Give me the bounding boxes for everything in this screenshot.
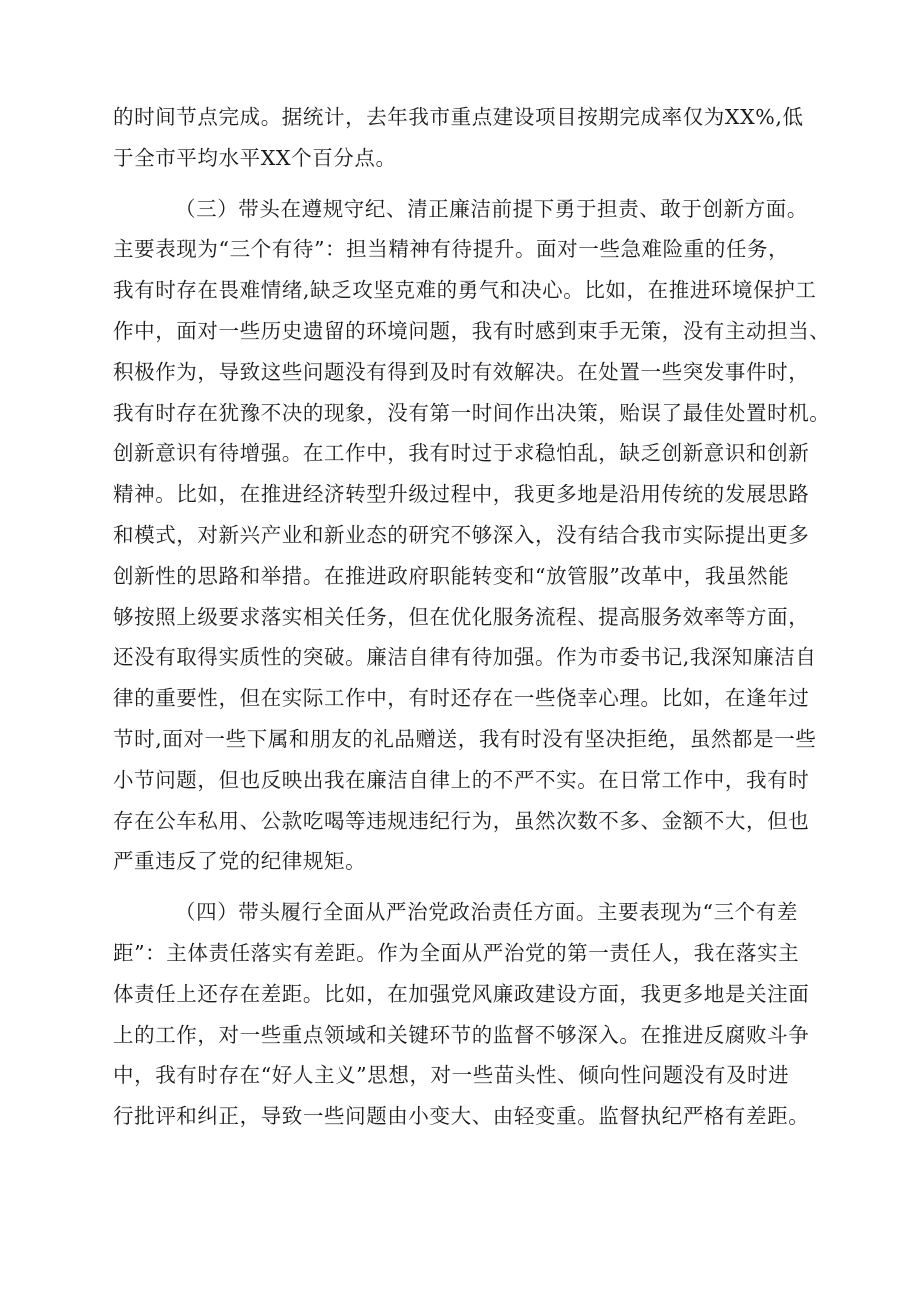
text-line: 距”：主体责任落实有差距。作为全面从严治党的第一责任人，我在落实主	[113, 940, 800, 965]
text-line: 小节问题，但也反映出我在廉洁自律上的不严不实。在日常工作中，我有时	[113, 767, 810, 792]
text-line: 还没有取得实质性的突破。廉洁自律有待加强。作为市委书记,我深知廉洁自	[113, 645, 817, 670]
text-line: 的时间节点完成。据统计，去年我市重点建设项目按期完成率仅为XX%,低	[113, 105, 804, 129]
text-line: 我有时存在畏难情绪,缺乏攻坚克难的勇气和决心。比如，在推进环境保护工	[113, 278, 817, 303]
text-line: 节时,面对一些下属和朋友的礼品赠送，我有时没有坚决拒绝，虽然都是一些	[113, 726, 817, 751]
text-line: 体责任上还存在差距。比如，在加强党风廉政建设方面，我更多地是关注面	[113, 981, 810, 1006]
text-line: 存在公车私用、公款吃喝等违规违纪行为，虽然次数不多、金额不大，但也	[113, 808, 810, 833]
text-line: 够按照上级要求落实相关任务，但在优化服务流程、提高服务效率等方面，	[113, 604, 810, 629]
text-line: 创新意识有待增强。在工作中，我有时过于求稳怕乱，缺乏创新意识和创新	[113, 441, 810, 466]
text-line: 和模式，对新兴产业和新业态的研究不够深入，没有结合我市实际提出更多	[113, 522, 810, 547]
text-line: 创新性的思路和举措。在推进政府职能转变和“放管服”改革中，我虽然能	[113, 563, 790, 588]
text-line: 作中，面对一些历史遗留的环境问题，我有时感到束手无策，没有主动担当、	[113, 318, 831, 343]
paragraph-continuation	[113, 97, 843, 179]
text-line: 积极作为，导致这些问题没有得到及时有效解决。在处置一些突发事件时，	[113, 359, 810, 384]
paragraph-section-four	[113, 892, 843, 1137]
text-line: 于全市平均水平XX个百分点。	[113, 145, 397, 170]
text-line: 上的工作，对一些重点领域和关键环节的监督不够深入。在推进反腐败斗争	[113, 1022, 810, 1047]
text-line: （三）带头在遵规守纪、清正廉洁前提下勇于担责、敢于创新方面。	[175, 196, 808, 221]
text-line: 行批评和纠正，导致一些问题由小变大、由轻变重。监督执纪严格有差距。	[113, 1104, 810, 1129]
paragraph-section-three	[113, 189, 843, 883]
document-body	[113, 97, 843, 1137]
text-line: 我有时存在犹豫不决的现象，没有第一时间作出决策，贻误了最佳处置时机。	[113, 400, 831, 425]
text-line: 主要表现为“三个有待”：担当精神有待提升。面对一些急难险重的任务，	[113, 237, 790, 262]
text-line: 律的重要性，但在实际工作中，有时还存在一些侥幸心理。比如，在逢年过	[113, 686, 810, 711]
text-line: 精神。比如，在推进经济转型升级过程中，我更多地是沿用传统的发展思路	[113, 482, 810, 507]
text-line: （四）带头履行全面从严治党政治责任方面。主要表现为“三个有差	[175, 900, 798, 925]
text-line: 中，我有时存在“好人主义”思想，对一些苗头性、倾向性问题没有及时进	[113, 1063, 790, 1088]
text-line: 严重违反了党的纪律规矩。	[113, 849, 367, 874]
